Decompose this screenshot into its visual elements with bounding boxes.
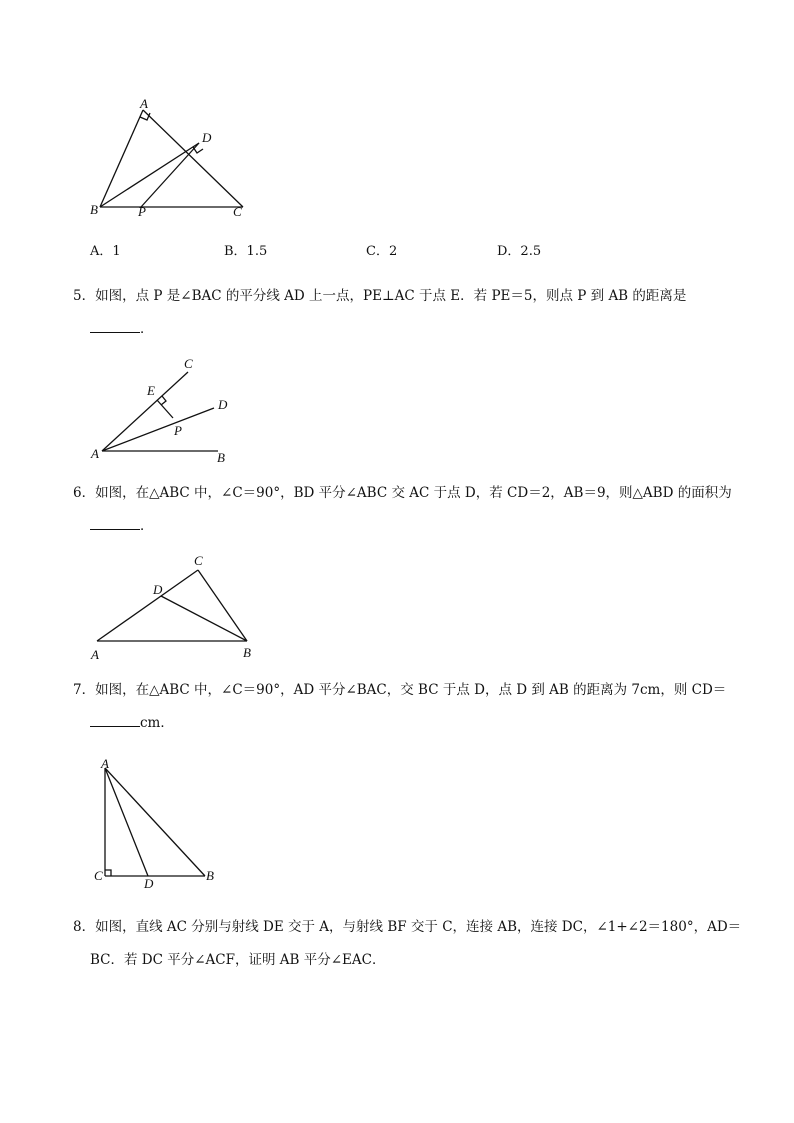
q4-label-b: B <box>90 202 98 217</box>
q5-question-text: 5．如图，点 P 是∠BAC 的平分线 AD 上一点，PE⊥AC 于点 E．若 PE＝5，则点 P 到 AB 的距离是 <box>73 288 687 304</box>
q7-answer-blank[interactable] <box>90 714 140 727</box>
q7-label-d: D <box>144 876 154 891</box>
q7-label-c: C <box>94 868 103 883</box>
q7-triangle-lines <box>105 768 205 876</box>
q6-figure <box>90 555 260 655</box>
q7-answer-suffix: cm． <box>140 715 174 731</box>
q6-question-text: 6．如图，在△ABC 中，∠C＝90°，BD 平分∠ABC 交 AC 于点 D，若 CD＝2，AB＝9，则△ABD 的面积为 <box>73 485 732 501</box>
q4-choice-b[interactable]: B．1.5 <box>224 244 268 259</box>
q6-label-c: C <box>194 553 203 568</box>
q4-label-a: A <box>140 96 148 111</box>
q5-right-angle-mark-e <box>161 396 166 405</box>
q6-label-d: D <box>153 582 163 597</box>
q5-answer-blank[interactable] <box>90 320 140 333</box>
q6-triangle-lines <box>97 570 247 641</box>
q6-answer-blank[interactable] <box>90 517 140 530</box>
q7-answer-line <box>90 714 174 732</box>
q4-choice-d[interactable]: D．2.5 <box>497 244 542 259</box>
q5-label-a: A <box>91 446 99 461</box>
q7-figure <box>95 760 215 885</box>
q6-label-b: B <box>243 645 251 660</box>
q8-question-text-line2: BC．若 DC 平分∠ACF，证明 AB 平分∠EAC． <box>90 952 386 968</box>
q4-choice-a[interactable]: A．1 <box>90 244 121 259</box>
q5-answer-line <box>90 320 154 338</box>
q5-answer-suffix: ． <box>140 321 154 337</box>
q5-label-d: D <box>218 397 228 412</box>
q5-label-b: B <box>217 450 225 465</box>
q5-label-e: E <box>147 383 155 398</box>
q8-question-text-line1: 8．如图，直线 AC 分别与射线 DE 交于 A，与射线 BF 交于 C，连接 AB，连接 DC，∠1+∠2＝180°，AD＝ <box>73 919 742 935</box>
q6-answer-line <box>90 517 154 535</box>
q7-label-a: A <box>101 756 109 771</box>
q5-label-p: P <box>174 423 182 438</box>
q4-label-d: D <box>202 130 212 145</box>
q4-triangle-lines <box>100 110 243 207</box>
q5-lines <box>102 372 218 451</box>
q4-label-p: P <box>138 204 146 219</box>
q4-choice-c[interactable]: C．2 <box>366 244 398 259</box>
q7-right-angle-mark-c <box>105 870 111 876</box>
q6-answer-suffix: ． <box>140 518 154 534</box>
q7-label-b: B <box>206 868 214 883</box>
q5-label-c: C <box>184 356 193 371</box>
q4-label-c: C <box>233 204 242 219</box>
q6-label-a: A <box>91 647 99 662</box>
q7-question-text: 7．如图，在△ABC 中，∠C＝90°，AD 平分∠BAC，交 BC 于点 D，点 D 到 AB 的距离为 7cm，则 CD＝ <box>73 682 727 698</box>
